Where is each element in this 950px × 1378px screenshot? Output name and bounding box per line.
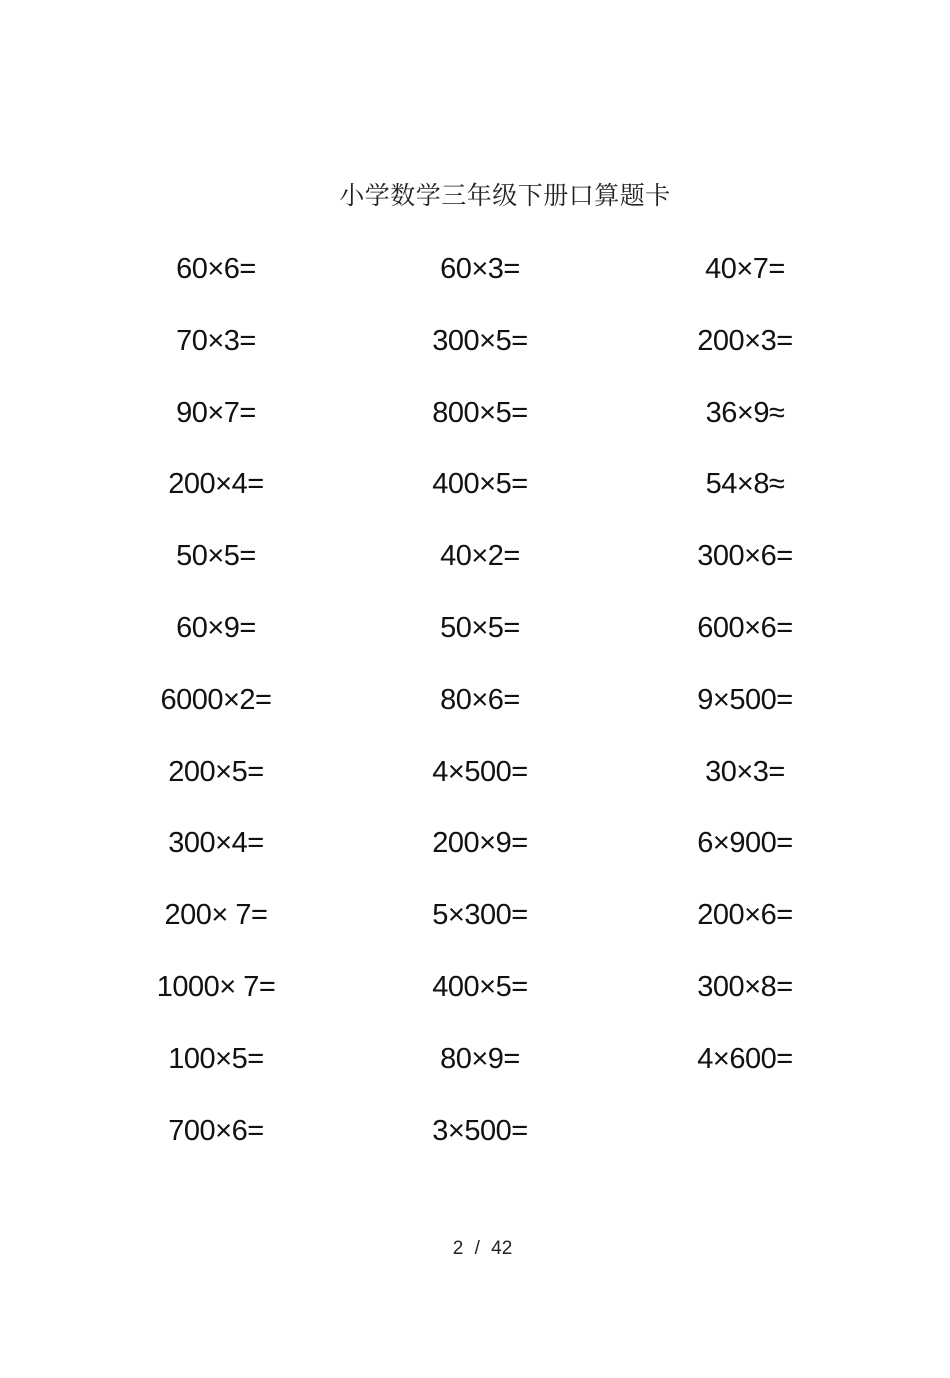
math-problem: 200×4=	[168, 468, 264, 501]
math-problem: 30×3=	[705, 755, 785, 788]
math-problem: 6000×2=	[160, 683, 272, 716]
math-problem: 300×6=	[697, 540, 793, 573]
problem-row	[0, 247, 950, 319]
problem-row	[0, 750, 950, 822]
math-problem: 54×8≈	[705, 468, 785, 501]
math-problem: 300×8=	[697, 970, 793, 1003]
problem-row	[0, 462, 950, 534]
math-problem: 4×500=	[432, 755, 528, 788]
page-current: 2	[452, 1238, 464, 1259]
math-problem: 100×5=	[168, 1042, 264, 1075]
math-problem: 200×5=	[168, 755, 264, 788]
math-problem: 70×3=	[176, 324, 256, 357]
math-problem: 700×6=	[168, 1114, 264, 1147]
math-problem: 200×3=	[697, 324, 793, 357]
problem-row	[0, 821, 950, 893]
math-problem: 400×5=	[432, 970, 528, 1003]
math-problem: 200× 7=	[164, 899, 268, 932]
math-problem: 5×300=	[432, 899, 528, 932]
math-problem: 300×5=	[432, 324, 528, 357]
math-problem: 90×7=	[176, 396, 256, 429]
problem-row	[0, 965, 950, 1037]
math-problem: 6×900=	[697, 827, 793, 860]
math-problem: 50×5=	[440, 611, 520, 644]
problem-row	[0, 319, 950, 391]
math-problem: 9×500=	[697, 683, 793, 716]
math-problem: 60×6=	[176, 253, 256, 285]
page-total: 42	[491, 1238, 513, 1259]
math-problem: 1000× 7=	[156, 970, 276, 1003]
math-problem: 200×9=	[432, 827, 528, 860]
math-problem: 40×2=	[440, 540, 520, 573]
math-problem: 60×9=	[176, 611, 256, 644]
page-number	[0, 1238, 950, 1260]
math-problem: 40×7=	[705, 253, 785, 285]
math-problem: 4×600=	[697, 1042, 793, 1075]
math-problem: 400×5=	[432, 468, 528, 501]
math-problem: 80×9=	[440, 1042, 520, 1075]
problem-row	[0, 391, 950, 463]
page-title: 小学数学三年级下册口算题卡	[339, 181, 671, 210]
problem-row	[0, 1109, 950, 1181]
problem-row	[0, 893, 950, 965]
problem-row	[0, 606, 950, 678]
math-problem: 300×4=	[168, 827, 264, 860]
math-problem: 800×5=	[432, 396, 528, 429]
problem-row	[0, 534, 950, 606]
math-problem: 80×6=	[440, 683, 520, 716]
math-problem: 600×6=	[697, 611, 793, 644]
math-problem: 200×6=	[697, 899, 793, 932]
math-problem: 3×500=	[432, 1114, 528, 1147]
math-problem: 50×5=	[176, 540, 256, 573]
page-separator: /	[474, 1238, 480, 1259]
problem-grid	[0, 247, 950, 1180]
problem-row	[0, 678, 950, 750]
math-problem: 36×9≈	[705, 396, 785, 429]
math-problem: 60×3=	[440, 253, 520, 285]
problem-row	[0, 1037, 950, 1109]
